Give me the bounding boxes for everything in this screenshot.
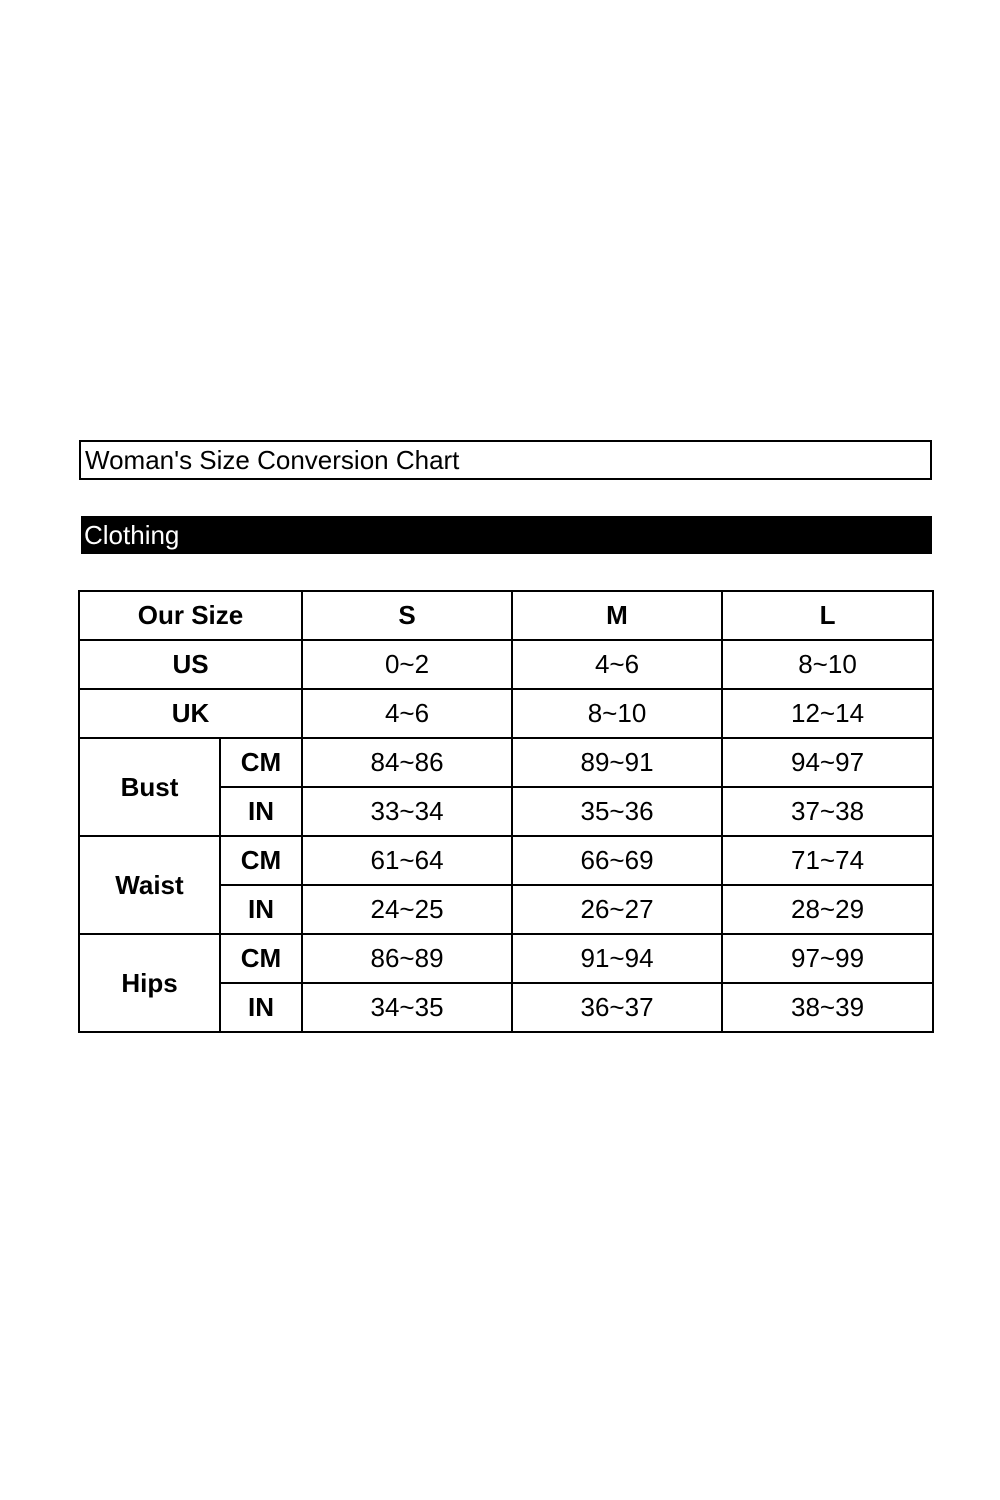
table-row-waist-cm <box>79 836 933 885</box>
unit-label-in: IN <box>220 885 302 934</box>
unit-label-in: IN <box>220 983 302 1032</box>
table-cell: 8~10 <box>722 640 933 689</box>
table-cell: 37~38 <box>722 787 933 836</box>
table-cell: 34~35 <box>302 983 512 1032</box>
table-cell: 94~97 <box>722 738 933 787</box>
table-row-us <box>79 640 933 689</box>
row-label-bust: Bust <box>79 738 220 836</box>
row-label-us: US <box>79 640 302 689</box>
table-cell: 35~36 <box>512 787 722 836</box>
size-header-m: M <box>512 591 722 640</box>
table-row-uk <box>79 689 933 738</box>
size-header-s: S <box>302 591 512 640</box>
table-cell: 61~64 <box>302 836 512 885</box>
size-header-l: L <box>722 591 933 640</box>
table-cell: 12~14 <box>722 689 933 738</box>
table-cell: 66~69 <box>512 836 722 885</box>
table-cell: 8~10 <box>512 689 722 738</box>
table-cell: 91~94 <box>512 934 722 983</box>
table-cell: 97~99 <box>722 934 933 983</box>
unit-label-cm: CM <box>220 836 302 885</box>
row-label-hips: Hips <box>79 934 220 1032</box>
size-conversion-table <box>78 590 934 1033</box>
unit-label-cm: CM <box>220 934 302 983</box>
table-cell: 71~74 <box>722 836 933 885</box>
table-cell: 86~89 <box>302 934 512 983</box>
table-cell: 84~86 <box>302 738 512 787</box>
table-cell: 36~37 <box>512 983 722 1032</box>
table-row-bust-cm <box>79 738 933 787</box>
row-label-uk: UK <box>79 689 302 738</box>
unit-label-in: IN <box>220 787 302 836</box>
section-header-clothing: Clothing <box>81 516 932 554</box>
table-row-hips-cm <box>79 934 933 983</box>
table-header-row <box>79 591 933 640</box>
table-cell: 4~6 <box>512 640 722 689</box>
unit-label-cm: CM <box>220 738 302 787</box>
table-cell: 33~34 <box>302 787 512 836</box>
table-cell: 4~6 <box>302 689 512 738</box>
table-cell: 26~27 <box>512 885 722 934</box>
table-cell: 28~29 <box>722 885 933 934</box>
table-cell: 24~25 <box>302 885 512 934</box>
table-cell: 89~91 <box>512 738 722 787</box>
row-label-waist: Waist <box>79 836 220 934</box>
table-cell: 38~39 <box>722 983 933 1032</box>
table-cell: 0~2 <box>302 640 512 689</box>
chart-title: Woman's Size Conversion Chart <box>79 440 932 480</box>
our-size-header: Our Size <box>79 591 302 640</box>
